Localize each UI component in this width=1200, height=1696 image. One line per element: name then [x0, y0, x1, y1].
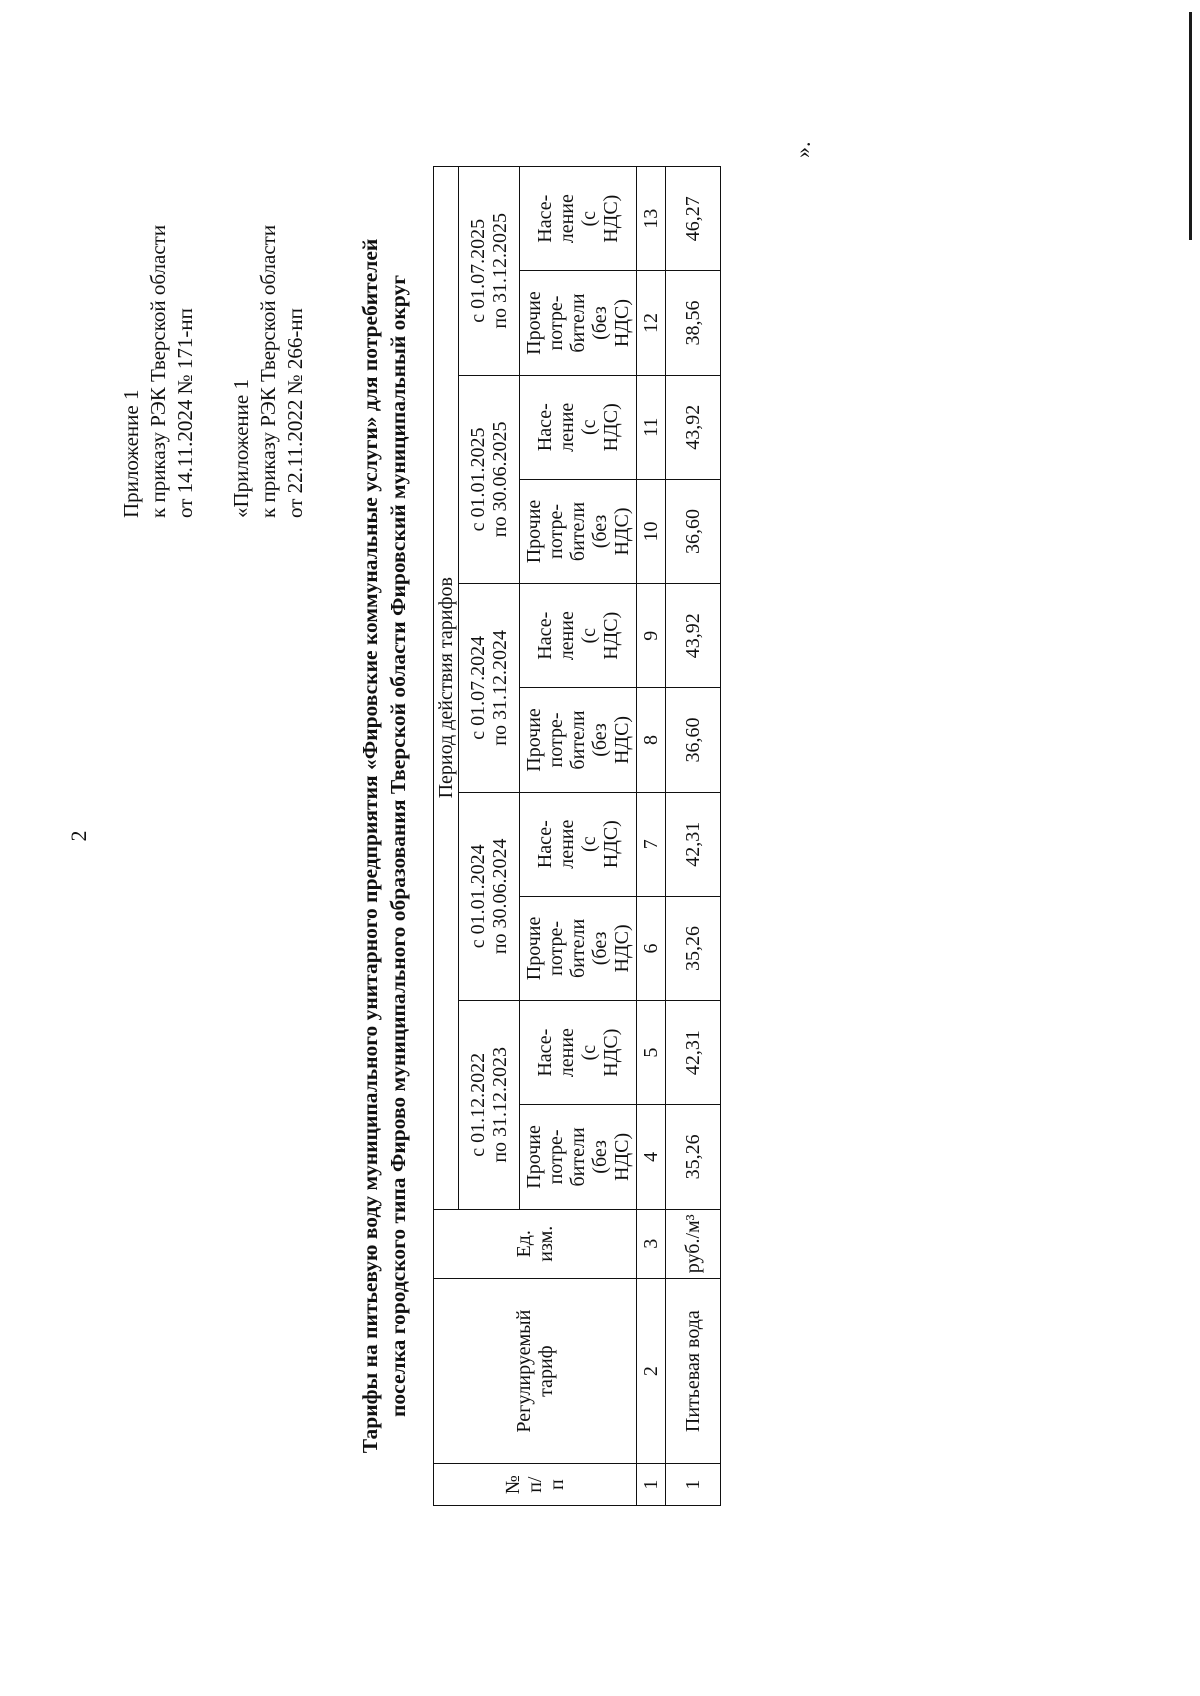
- column-number: 5: [637, 1001, 666, 1105]
- appendix-old-line-3: от 22.11.2022 № 266-нп: [283, 308, 307, 518]
- tariff-value: 35,26: [666, 896, 721, 1000]
- header-unit: Ед. изм.: [434, 1209, 637, 1278]
- page-number: 2: [66, 830, 91, 842]
- category-other-consumers: Прочие потре- бители (без НДС): [520, 896, 637, 1000]
- category-other-consumers: Прочие потре- бители (без НДС): [520, 271, 637, 375]
- column-number: 1: [637, 1464, 666, 1506]
- column-number: 13: [637, 167, 666, 271]
- period-1: с 01.12.2022 по 31.12.2023: [459, 1001, 520, 1209]
- tariff-value: 43,92: [666, 375, 721, 479]
- column-number: 12: [637, 271, 666, 375]
- tariff-table: [433, 166, 721, 1506]
- tariff-value: 36,60: [666, 479, 721, 583]
- column-number: 10: [637, 479, 666, 583]
- column-number: 2: [637, 1279, 666, 1464]
- category-population: Насе- ление (с НДС): [520, 1001, 637, 1105]
- closing-quote: ».: [790, 141, 815, 158]
- row-unit: руб./м³: [666, 1209, 721, 1278]
- appendix-old-line-2: к приказу РЭК Тверской области: [256, 224, 280, 518]
- tariff-value: 42,31: [666, 1001, 721, 1105]
- appendix-new-line-1: Приложение 1: [119, 389, 143, 518]
- row-tariff-name: Питьевая вода: [666, 1279, 721, 1464]
- row-number: 1: [666, 1464, 721, 1506]
- column-number: 9: [637, 584, 666, 688]
- category-population: Насе- ление (с НДС): [520, 167, 637, 271]
- category-population: Насе- ление (с НДС): [520, 792, 637, 896]
- appendix-reference-old: [228, 225, 309, 518]
- column-number: 8: [637, 688, 666, 792]
- category-other-consumers: Прочие потре- бители (без НДС): [520, 688, 637, 792]
- column-number: 11: [637, 375, 666, 479]
- period-5: с 01.07.2025 по 31.12.2025: [459, 167, 520, 376]
- category-other-consumers: Прочие потре- бители (без НДС): [520, 479, 637, 583]
- category-population: Насе- ление (с НДС): [520, 375, 637, 479]
- header-regulated-tariff: Регулируемый тариф: [434, 1279, 637, 1464]
- period-3: с 01.07.2024 по 31.12.2024: [459, 584, 520, 792]
- title-line-1: Тарифы на питьевую воду муниципального унитарного предприятия «Фировские коммунальные услуги» для потребителей: [358, 238, 382, 1454]
- title-line-2: поселка городского типа Фирово муниципального образования Тверской области Фировский муниципальный округ: [386, 275, 410, 1417]
- tariff-value: 38,56: [666, 271, 721, 375]
- tariff-value: 43,92: [666, 584, 721, 688]
- period-4: с 01.01.2025 по 30.06.2025: [459, 375, 520, 583]
- appendix-old-line-1: «Приложение 1: [229, 379, 253, 518]
- table-row: [666, 167, 721, 1506]
- header-period: Период действия тарифов: [434, 167, 459, 1210]
- header-row-period-title: [434, 167, 459, 1506]
- column-number: 6: [637, 896, 666, 1000]
- appendix-new-line-3: от 14.11.2024 № 171-нп: [173, 308, 197, 518]
- category-population: Насе- ление (с НДС): [520, 584, 637, 688]
- column-number: 7: [637, 792, 666, 896]
- column-number: 3: [637, 1209, 666, 1278]
- tariff-value: 36,60: [666, 688, 721, 792]
- column-number: 4: [637, 1105, 666, 1209]
- document-title: [356, 126, 412, 1566]
- header-number: № п/ п: [434, 1464, 637, 1506]
- tariff-value: 46,27: [666, 167, 721, 271]
- tariff-value: 42,31: [666, 792, 721, 896]
- column-number-row: [637, 167, 666, 1506]
- category-other-consumers: Прочие потре- бители (без НДС): [520, 1105, 637, 1209]
- tariff-value: 35,26: [666, 1105, 721, 1209]
- period-2: с 01.01.2024 по 30.06.2024: [459, 792, 520, 1000]
- appendix-reference-new: [118, 225, 199, 518]
- appendix-new-line-2: к приказу РЭК Тверской области: [146, 224, 170, 518]
